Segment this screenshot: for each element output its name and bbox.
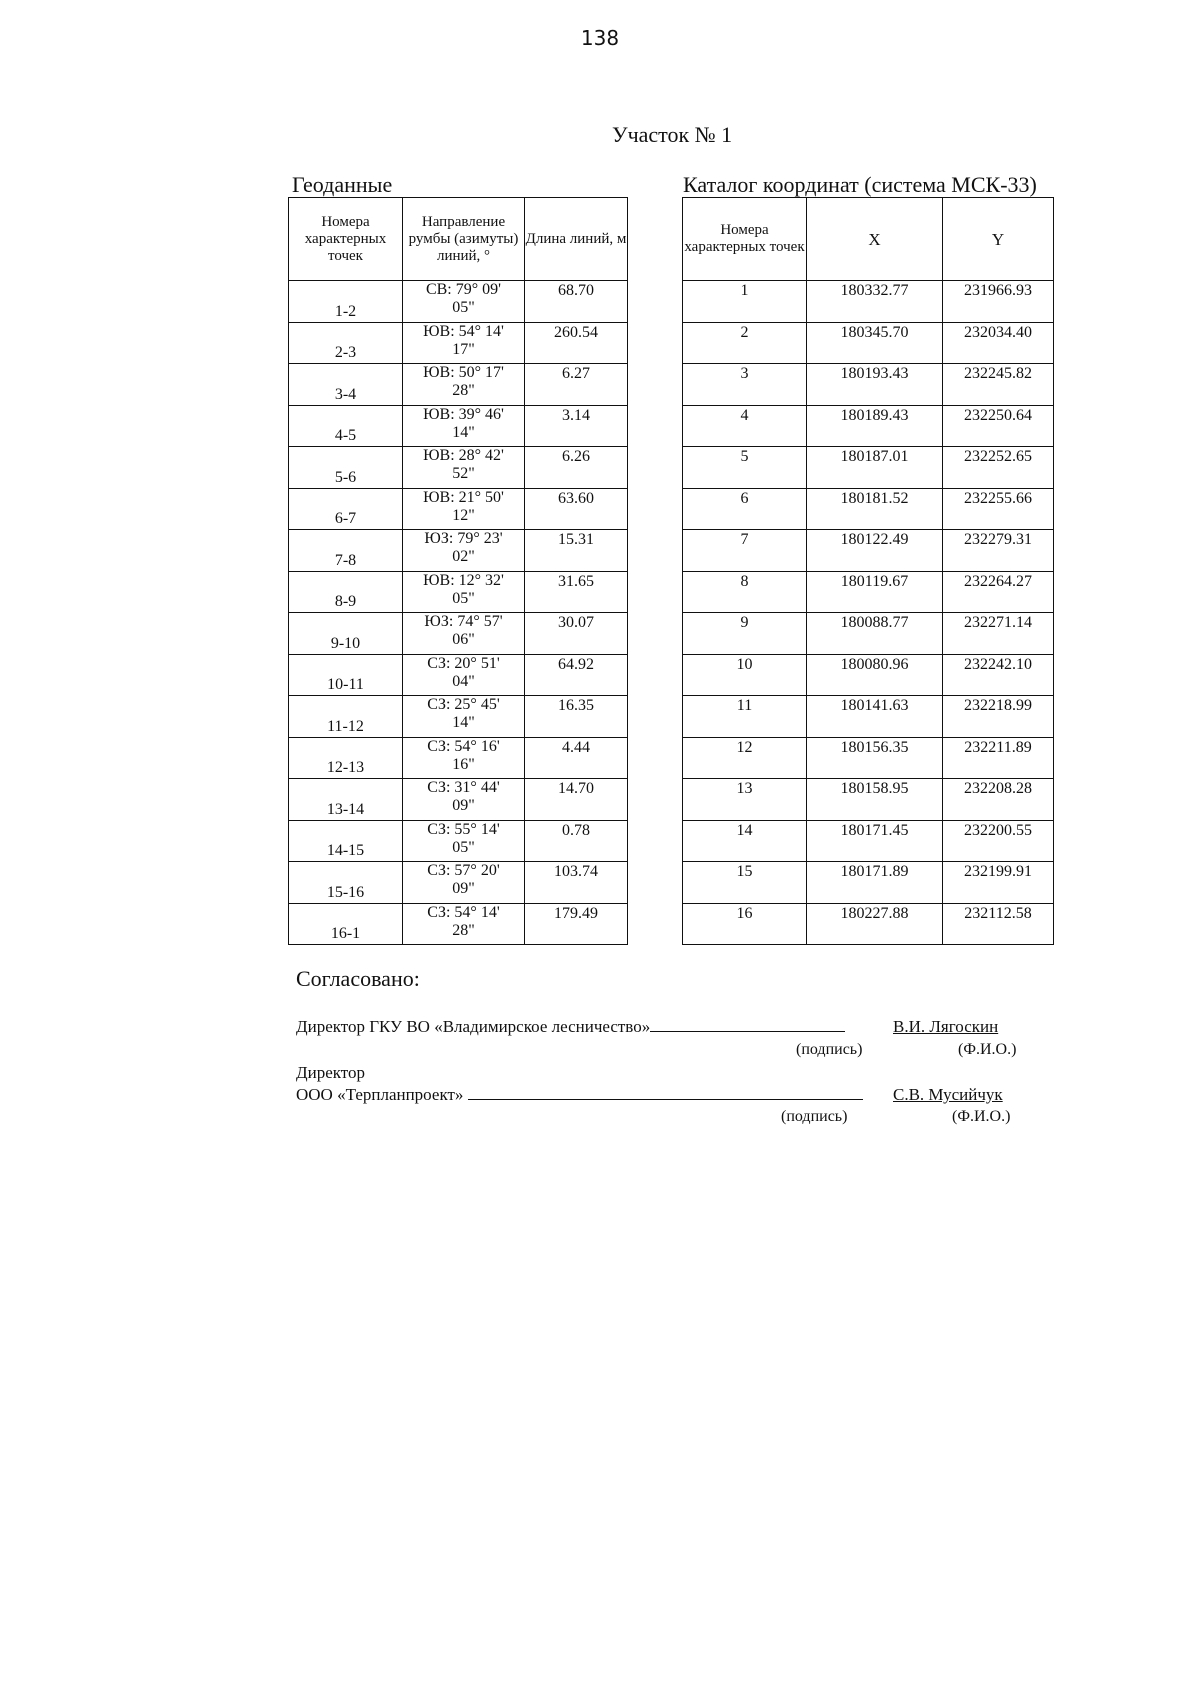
direction-cell [403,820,525,862]
point-cell: 3 [683,364,807,406]
direction-seconds: 05" [452,838,475,856]
length-cell: 6.27 [525,364,628,406]
direction-cell [403,862,525,904]
geodata-row [289,364,628,406]
point-cell: 16 [683,903,807,945]
y-cell: 232199.91 [943,862,1054,904]
direction-seconds: 14" [452,423,475,441]
geodata-row [289,281,628,323]
direction-degrees: СЗ: 25° 45' [427,696,500,713]
length-cell: 15.31 [525,530,628,572]
page-number: 138 [580,26,620,50]
point-cell: 12 [683,737,807,779]
direction-seconds: 28" [452,382,475,399]
signer2-line [296,1085,863,1105]
segment-cell: 13-14 [289,779,403,821]
point-cell: 5 [683,447,807,489]
segment-cell: 8-9 [289,571,403,613]
header-y: Y [943,198,1054,281]
catalog-caption: Каталог координат (система МСК-33) [683,172,1037,197]
x-cell: 180156.35 [807,737,943,779]
direction-degrees: ЮВ: 39° 46' [423,405,504,423]
x-cell: 180122.49 [807,530,943,572]
point-cell: 4 [683,405,807,447]
direction-seconds: 02" [452,548,475,565]
catalog-row [683,903,1054,945]
direction-cell [403,654,525,696]
point-cell: 15 [683,862,807,904]
direction-degrees: ЮЗ: 79° 23' [424,530,503,547]
segment-cell: 10-11 [289,654,403,696]
catalog-row [683,820,1054,862]
segment-cell: 2-3 [289,322,403,364]
signer1-signature-note: (подпись) [796,1041,863,1058]
catalog-row [683,447,1054,489]
x-cell: 180080.96 [807,654,943,696]
geodata-row [289,654,628,696]
y-cell: 232271.14 [943,613,1054,655]
segment-cell: 1-2 [289,281,403,323]
catalog-row [683,613,1054,655]
y-cell: 232112.58 [943,903,1054,945]
catalog-row [683,364,1054,406]
length-cell: 4.44 [525,737,628,779]
direction-seconds: 12" [452,506,475,524]
direction-seconds: 52" [452,465,475,482]
geodata-row [289,903,628,945]
catalog-row [683,530,1054,572]
direction-seconds: 09" [452,880,475,897]
x-cell: 180332.77 [807,281,943,323]
segment-cell: 3-4 [289,364,403,406]
direction-seconds: 05" [452,589,475,607]
point-cell: 6 [683,488,807,530]
signer1-name: В.И. Лягоскин [893,1017,999,1036]
x-cell: 180141.63 [807,696,943,738]
catalog-row [683,322,1054,364]
y-cell: 232242.10 [943,654,1054,696]
segment-cell: 4-5 [289,405,403,447]
y-cell: 231966.93 [943,281,1054,323]
signer2-name: С.В. Мусийчук [893,1085,1003,1104]
segment-cell: 11-12 [289,696,403,738]
catalog-row [683,862,1054,904]
y-cell: 232255.66 [943,488,1054,530]
direction-degrees: СВ: 79° 09' [425,281,502,298]
direction-cell [403,405,525,447]
direction-seconds: 05" [452,299,475,316]
signer1-name-note: (Ф.И.О.) [958,1041,1017,1058]
segment-cell: 5-6 [289,447,403,489]
signer1-position: Директор ГКУ ВО «Владимирское лесничество» [296,1017,651,1036]
point-cell: 14 [683,820,807,862]
direction-cell [403,447,525,489]
length-cell: 14.70 [525,779,628,821]
signer2-signature-note: (подпись) [781,1108,848,1125]
direction-degrees: ЮВ: 21° 50' [423,488,504,506]
direction-cell [403,779,525,821]
geodata-header-row [289,198,628,281]
signer1-line [296,1017,845,1037]
geodata-row [289,322,628,364]
length-cell: 68.70 [525,281,628,323]
segment-cell: 9-10 [289,613,403,655]
length-cell: 0.78 [525,820,628,862]
direction-seconds: 14" [452,714,475,731]
length-cell: 16.35 [525,696,628,738]
length-cell: 103.74 [525,862,628,904]
length-cell: 63.60 [525,488,628,530]
length-cell: 179.49 [525,903,628,945]
length-cell: 30.07 [525,613,628,655]
signer2-position: ООО «Терпланпроект» [296,1085,464,1104]
catalog-row [683,779,1054,821]
direction-cell [403,488,525,530]
catalog-row [683,281,1054,323]
approval-heading: Согласовано: [296,966,420,991]
direction-degrees: ЮЗ: 74° 57' [424,613,503,630]
signer2-position-line1: Директор [296,1063,365,1082]
signer2-name-note: (Ф.И.О.) [952,1108,1011,1125]
length-cell: 6.26 [525,447,628,489]
signature-line [468,1085,863,1100]
direction-seconds: 28" [452,921,475,939]
y-cell: 232200.55 [943,820,1054,862]
geodata-row [289,405,628,447]
catalog-row [683,696,1054,738]
geodata-caption: Геоданные [292,172,393,197]
segment-cell: 16-1 [289,903,403,945]
geodata-row [289,488,628,530]
direction-seconds: 06" [452,631,475,648]
length-cell: 260.54 [525,322,628,364]
point-cell: 10 [683,654,807,696]
direction-cell [403,696,525,738]
direction-degrees: СЗ: 55° 14' [427,820,500,838]
length-cell: 3.14 [525,405,628,447]
direction-cell [403,737,525,779]
length-cell: 31.65 [525,571,628,613]
x-cell: 180189.43 [807,405,943,447]
direction-degrees: СЗ: 31° 44' [427,779,500,796]
direction-cell [403,571,525,613]
segment-cell: 7-8 [289,530,403,572]
direction-degrees: СЗ: 54° 14' [427,903,500,921]
direction-degrees: ЮВ: 54° 14' [423,322,504,340]
y-cell: 232218.99 [943,696,1054,738]
catalog-header-row [683,198,1054,281]
direction-cell [403,903,525,945]
segment-cell: 15-16 [289,862,403,904]
direction-degrees: СЗ: 54° 16' [427,737,500,755]
point-cell: 7 [683,530,807,572]
point-cell: 9 [683,613,807,655]
direction-cell [403,322,525,364]
direction-degrees: ЮВ: 50° 17' [423,364,504,381]
direction-degrees: СЗ: 57° 20' [427,862,500,879]
section-title: Участок № 1 [612,122,733,147]
geodata-row [289,779,628,821]
catalog-row [683,405,1054,447]
direction-degrees: ЮВ: 12° 32' [423,571,504,589]
direction-seconds: 16" [452,755,475,773]
y-cell: 232208.28 [943,779,1054,821]
point-cell: 13 [683,779,807,821]
catalog-row [683,654,1054,696]
segment-cell: 14-15 [289,820,403,862]
geodata-row [289,820,628,862]
direction-seconds: 04" [452,672,475,690]
geodata-row [289,696,628,738]
segment-cell: 6-7 [289,488,403,530]
point-cell: 11 [683,696,807,738]
geodata-row [289,613,628,655]
signature-line [650,1017,845,1032]
geodata-row [289,862,628,904]
direction-cell [403,613,525,655]
header-points: Номера характерных точек [683,198,807,281]
header-length: Длина линий, м [525,198,628,281]
header-direction: Направление румбы (азимуты) линий, ° [403,198,525,281]
geodata-row [289,530,628,572]
catalog-table [682,197,1054,945]
direction-cell [403,530,525,572]
direction-degrees: ЮВ: 28° 42' [423,447,504,464]
header-points: Номера характерных точек [289,198,403,281]
x-cell: 180227.88 [807,903,943,945]
x-cell: 180171.45 [807,820,943,862]
y-cell: 232211.89 [943,737,1054,779]
direction-cell [403,281,525,323]
geodata-row [289,447,628,489]
direction-seconds: 09" [452,797,475,814]
x-cell: 180158.95 [807,779,943,821]
catalog-row [683,488,1054,530]
y-cell: 232252.65 [943,447,1054,489]
geodata-table [288,197,628,945]
y-cell: 232250.64 [943,405,1054,447]
segment-cell: 12-13 [289,737,403,779]
y-cell: 232245.82 [943,364,1054,406]
catalog-row [683,737,1054,779]
geodata-row [289,737,628,779]
length-cell: 64.92 [525,654,628,696]
geodata-row [289,571,628,613]
direction-degrees: СЗ: 20° 51' [427,654,500,672]
x-cell: 180088.77 [807,613,943,655]
catalog-row [683,571,1054,613]
direction-cell [403,364,525,406]
y-cell: 232264.27 [943,571,1054,613]
x-cell: 180345.70 [807,322,943,364]
x-cell: 180187.01 [807,447,943,489]
point-cell: 2 [683,322,807,364]
point-cell: 1 [683,281,807,323]
x-cell: 180171.89 [807,862,943,904]
y-cell: 232034.40 [943,322,1054,364]
x-cell: 180193.43 [807,364,943,406]
y-cell: 232279.31 [943,530,1054,572]
point-cell: 8 [683,571,807,613]
header-x: X [807,198,943,281]
direction-seconds: 17" [452,340,475,358]
x-cell: 180181.52 [807,488,943,530]
x-cell: 180119.67 [807,571,943,613]
